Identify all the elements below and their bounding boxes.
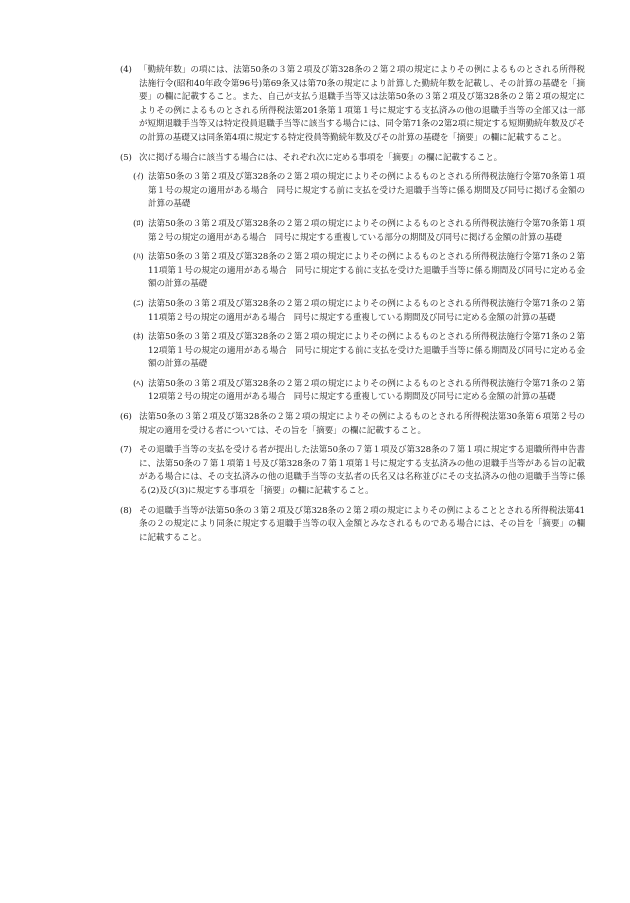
sub-item-marker: (ﾊ) xyxy=(133,252,144,263)
paragraph-text: その退職手当等の支払を受ける者が提出した法第50条の７第１項及び第328条の７第１項に規定する退職所得申告書に、法第50条の７第１項第１号及び第328条の７第１項第１号に規定する支払済みの他の退職手当等がある旨の記載がある場合には、その支払済みの他の退職手当等の支払者の氏名又は名称並びにその支払済みの他の退職手当等に係る(2)及び(3)に規定する事項を「摘要」の欄に記載すること。 xyxy=(139,445,585,497)
sub-item-text: 法第50条の３第２項及び第328条の２第２項の規定によりその例によるものとされる所得税法施行令第71条の２第12項第１号の規定の適用がある場合 同号に規定する前に支払を受けた退職手当等に係る期間及び同号に定める金額の計算の基礎 xyxy=(148,332,585,370)
sub-item-ho xyxy=(120,331,585,372)
paragraph-6 xyxy=(120,411,585,438)
sub-item-marker: (ﾍ) xyxy=(133,378,144,389)
sub-item-ro xyxy=(120,218,585,245)
paragraph-marker: (4) xyxy=(120,65,132,75)
sub-item-ni xyxy=(120,298,585,325)
sub-item-text: 法第50条の３第２項及び第328条の２第２項の規定によりその例によるものとされる所得税法施行令第71条の２第12項第２号の規定の適用がある場合 同号に規定する重複している期間及び同号に定める金額の計算の基礎 xyxy=(148,378,585,403)
paragraph-8 xyxy=(120,505,585,546)
paragraph-text: 次に掲げる場合に該当する場合には、それぞれ次に定める事項を「摘要」の欄に記載すること。 xyxy=(139,152,503,163)
paragraph-5 xyxy=(120,152,585,166)
paragraph-text: 法第50条の３第２項及び第328条の２第２項の規定によりその例によるものとされる所得税法第30条第６項第２号の規定の適用を受ける者については、その旨を「摘要」の欄に記載すること。 xyxy=(139,412,585,436)
sub-item-marker: (ｲ) xyxy=(133,172,144,183)
sub-item-text: 法第50条の３第２項及び第328条の２第２項の規定によりその例によるものとされる所得税法施行令第71条の２第11項第２号の規定の適用がある場合 同号に規定する重複している期間及び同号に定める金額の計算の基礎 xyxy=(148,298,585,323)
paragraph-marker: (5) xyxy=(120,152,132,163)
paragraph-text: 「勤続年数」の項には、法第50条の３第２項及び第328条の２第２項の規定によりその例によるものとされる所得税法施行令(昭和40年政令第96号)第69条又は第70条の規定により計算した勤続年数を記載し、その計算の基礎を「摘要」の欄に記載すること。また、自己が支払う退職手当等又は法第50条の３第２項及び第328条の２第２項の規定によりその例によるものとされる所得税法第201条第１項第１号に規定する支払済みの他の退職手当等の全部又は一部が短期退職手当等又は特定役員退職手当等に該当する場合には、同令第71条の2第2項に規定する短期勤続年数及びその計算の基礎又は同条第4項に規定する特定役員等勤続年数及びその計算の基礎を「摘要」の欄に記載すること。 xyxy=(139,65,585,143)
paragraph-marker: (7) xyxy=(120,445,132,456)
paragraph-4 xyxy=(120,64,585,146)
sub-item-marker: (ﾎ) xyxy=(133,332,144,343)
sub-item-marker: (ﾆ) xyxy=(133,298,144,309)
sub-item-ha xyxy=(120,251,585,292)
sub-item-text: 法第50条の３第２項及び第328条の２第２項の規定によりその例によるものとされる所得税法施行令第70条第１項第１号の規定の適用がある場合 同号に規定する前に支払を受けた退職手当等に係る期間及び同号に掲げる金額の計算の基礎 xyxy=(148,172,585,210)
paragraph-7 xyxy=(120,444,585,498)
document-body xyxy=(120,64,585,551)
sub-item-marker: (ﾛ) xyxy=(133,218,144,229)
sub-item-i xyxy=(120,171,585,212)
sub-item-he xyxy=(120,378,585,405)
paragraph-text: その退職手当等が法第50条の３第２項及び第328条の２第２項の規定によりその例によることとされる所得税法第41条の２の規定により同条に規定する退職手当等の収入金額とみなされるものである場合には、その旨を「摘要」の欄に記載すること。 xyxy=(139,505,585,543)
sub-item-text: 法第50条の３第２項及び第328条の２第２項の規定によりその例によるものとされる所得税法施行令第71条の２第11項第１号の規定の適用がある場合 同号に規定する前に支払を受けた退職手当等に係る期間及び同号に定める金額の計算の基礎 xyxy=(148,252,585,290)
paragraph-marker: (6) xyxy=(120,412,132,423)
sub-item-text: 法第50条の３第２項及び第328条の２第２項の規定によりその例によるものとされる所得税法施行令第70条第１項第２号の規定の適用がある場合 同号に規定する重複している部分の期間及び同号に掲げる金額の計算の基礎 xyxy=(148,218,585,243)
paragraph-marker: (8) xyxy=(120,505,132,516)
